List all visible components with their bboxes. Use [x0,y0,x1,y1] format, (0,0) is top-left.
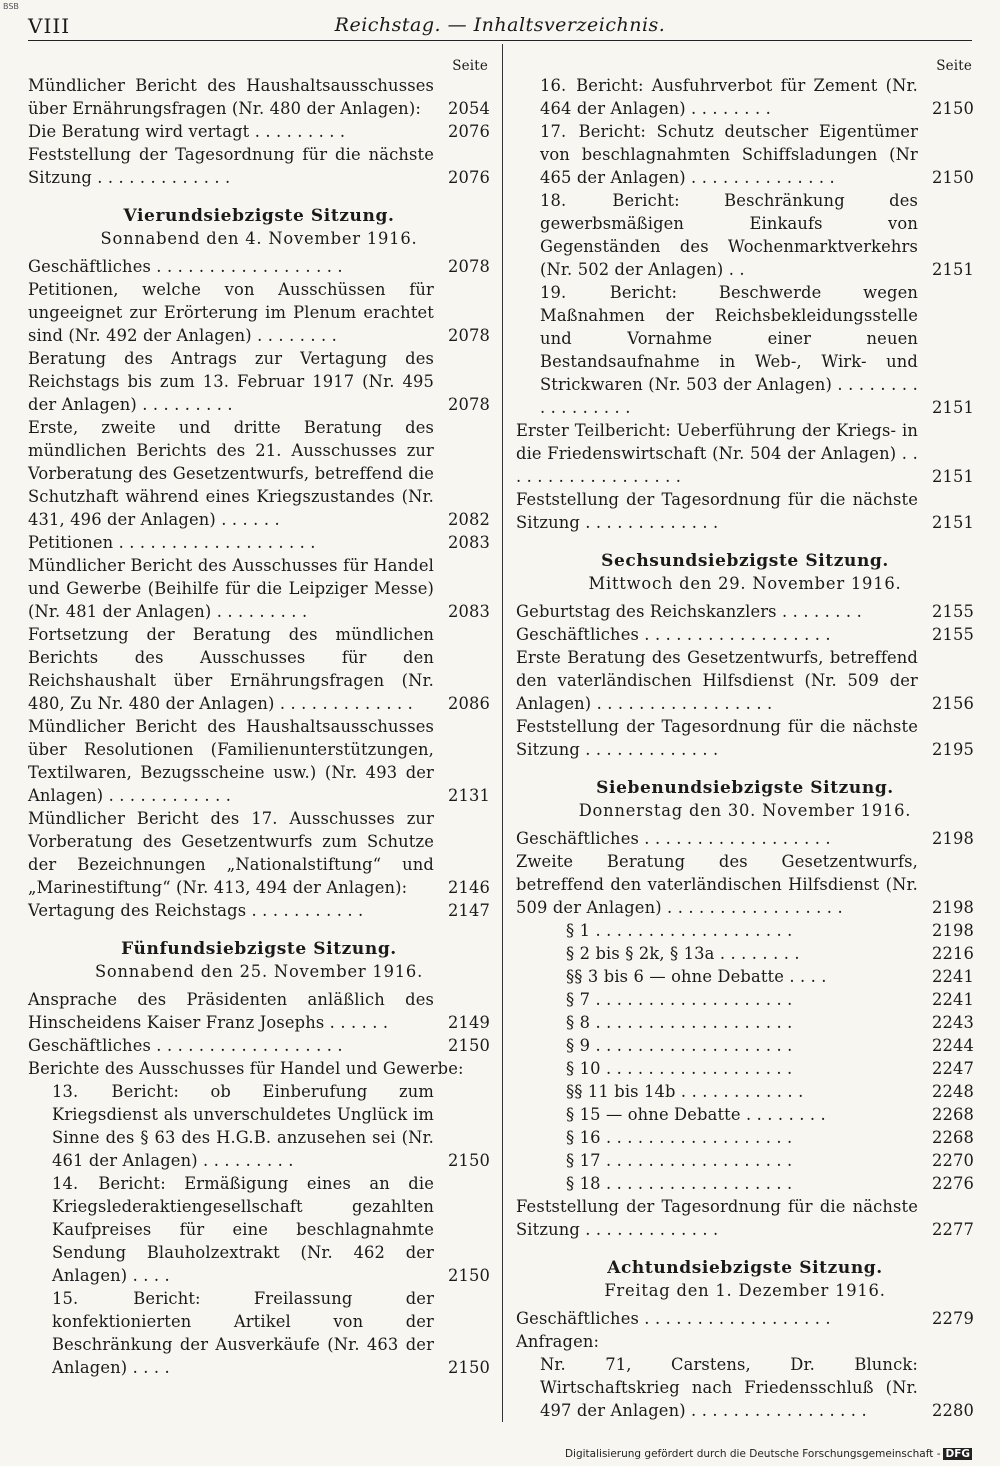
toc-entry [516,1330,974,1353]
paragraph-entry [516,919,974,942]
toc-entry-text: Petitionen . . . . . . . . . . . . . . . . . . . [28,533,316,552]
toc-entry [516,600,974,623]
toc-entry [28,988,490,1034]
paragraph-entry [516,1057,974,1080]
toc-entry-text: Bericht: ob Einberufung zum Kriegsdienst als unverschuldetes Unglück im Sinne des § 63 des H.G.B. anzusehen sei (Nr. 461 der Anlagen) . . . . . . . . . [52,1082,434,1170]
toc-entry-page: 2155 [931,602,974,621]
toc-entry-text: Feststellung der Tagesordnung für die nächste Sitzung . . . . . . . . . . . . . [28,145,434,187]
toc-entry-text: Geschäftliches . . . . . . . . . . . . . . . . . . [28,257,343,276]
running-head: Reichstag. — Inhaltsverzeichnis. [334,14,666,36]
toc-entry [516,419,974,488]
paragraph-entry [516,1149,974,1172]
toc-entry-page: 2248 [931,1082,974,1101]
toc-entry-page: 2149 [447,1013,490,1032]
toc-entry-text: Bericht: Ausfuhrverbot für Zement (Nr. 464 der Anlagen) . . . . . . . . [540,76,919,118]
toc-entry-page: 2216 [931,944,974,963]
toc-entry [28,347,490,416]
toc-entry-text: Geschäftliches . . . . . . . . . . . . . . . . . . [516,1309,831,1328]
report-number: 17. [540,122,567,141]
toc-entry [28,143,490,189]
footer-credit [565,1448,972,1460]
paragraph-entry [516,1011,974,1034]
toc-entry-text: § 9 . . . . . . . . . . . . . . . . . . . [566,1036,793,1055]
toc-entry-text: Beratung des Antrags zur Vertagung des Reichstags bis zum 13. Februar 1917 (Nr. 495 der Anlagen) . . . . . . . . . [28,349,434,414]
toc-entry-page: 2247 [931,1059,974,1078]
report-number: 14. [52,1174,79,1193]
seite-label: Seite [936,58,972,74]
toc-entry-page: 2078 [447,395,490,414]
left-column [28,58,490,1428]
toc-entry [516,488,974,534]
session-date: Sonnabend den 25. November 1916. [94,962,424,981]
toc-entry-text: Geschäftliches . . . . . . . . . . . . . . . . . . [516,829,831,848]
report-entry [516,74,974,120]
toc-entry-text: Bericht: Freilassung der konfektionierten Artikel von der Beschränkung der Ausverkäufe (Nr. 463 der Anlagen) . . . . [52,1289,434,1377]
toc-entry-text: Bericht: Schutz deutscher Eigentümer von beschlagnahmten Schiffsladungen (Nr 465 der Anlagen) . . . . . . . . . . . . . . [540,122,919,187]
toc-entry-page: 2279 [931,1309,974,1328]
toc-entry [28,74,490,120]
toc-entry-page: 2276 [931,1174,974,1193]
toc-entry-page: 2198 [931,829,974,848]
session-date: Sonnabend den 4. November 1916. [100,229,418,248]
report-entry [28,1172,490,1287]
toc-entry-page: 2156 [931,694,974,713]
toc-entry [516,623,974,646]
toc-entry-text: Bericht: Beschwerde wegen Maßnahmen der Reichsbekleidungsstelle und Vornahme einer neuen Bestandsaufnahme in Web-, Wirk- und Strickwaren (Nr. 503 der Anlagen) . . . . . . . . . . . . . . . . . [540,283,918,417]
toc-entry-page: 2244 [931,1036,974,1055]
toc-entry [28,1034,490,1057]
toc-entry-text: Vertagung des Reichstags . . . . . . . . . . . [28,901,364,920]
toc-entry-text: Feststellung der Tagesordnung für die nächste Sitzung . . . . . . . . . . . . . [516,717,918,759]
toc-entry-text: § 2 bis § 2k, § 13a . . . . . . . . [566,944,800,963]
report-entry [516,120,974,189]
toc-entry-page: 2131 [447,786,490,805]
report-entry [28,1287,490,1379]
report-number: 16. [540,76,567,95]
toc-entry-page: 2083 [447,533,490,552]
toc-entry-text: Mündlicher Bericht des 17. Ausschusses zur Vorberatung des Gesetzentwurfs zum Schutze der Bezeichnungen „Nationalstiftung“ und „Marinestiftung“ (Nr. 413, 494 der Anlagen): [28,809,434,897]
paragraph-entry [516,942,974,965]
toc-entry-text: Mündlicher Bericht des Haushaltsausschusses über Ernährungsfragen (Nr. 480 der Anlagen): [28,76,434,118]
paragraph-entry [516,1172,974,1195]
column-divider [502,44,503,1422]
toc-entry-page: 2150 [447,1358,490,1377]
page-number: VIII [28,14,71,38]
toc-entry [28,807,490,899]
footer-text: Digitalisierung gefördert durch die Deutsche Forschungsgemeinschaft - [564,1448,941,1460]
toc-entry-page: 2241 [931,967,974,986]
dfg-logo: DFG [945,1448,970,1460]
toc-entry-page: 2268 [931,1128,974,1147]
toc-entry [28,278,490,347]
toc-entry-text: Feststellung der Tagesordnung für die nächste Sitzung . . . . . . . . . . . . . [516,1197,918,1239]
toc-entry [28,416,490,531]
paragraph-entry [516,1034,974,1057]
report-number: 13. [52,1082,79,1101]
toc-entry-page: 2243 [931,1013,974,1032]
toc-entry [28,120,490,143]
toc-entry-text: § 7 . . . . . . . . . . . . . . . . . . . [566,990,793,1009]
report-number: 15. [52,1289,79,1308]
paragraph-entry [516,965,974,988]
session-title: Siebenundsiebzigste Sitzung. [596,778,894,798]
session-date: Mittwoch den 29. November 1916. [588,574,902,593]
toc-entry-text: Geschäftliches . . . . . . . . . . . . . . . . . . [516,625,831,644]
toc-entry-text: § 10 . . . . . . . . . . . . . . . . . . [566,1059,793,1078]
toc-entry-page: 2082 [447,510,490,529]
toc-entry-page: 2078 [447,257,490,276]
toc-entry-text: Feststellung der Tagesordnung für die nächste Sitzung . . . . . . . . . . . . . [516,490,918,532]
toc-entry-page: 2150 [931,168,974,187]
paragraph-entry [516,988,974,1011]
toc-entry-page: 2195 [931,740,974,759]
report-number: 19. [540,283,567,302]
toc-entry-text: Geschäftliches . . . . . . . . . . . . . . . . . . [28,1036,343,1055]
session-date: Donnerstag den 30. November 1916. [578,801,912,820]
paragraph-entry [516,1103,974,1126]
toc-entry-page: 2146 [447,878,490,897]
toc-entry [28,715,490,807]
toc-entry [516,1307,974,1330]
toc-entry-page: 2198 [931,898,974,917]
report-entry [28,1080,490,1172]
page-header [28,12,972,41]
right-column [516,58,974,1428]
toc-entry-text: Nr. 71, Carstens, Dr. Blunck: Wirtschaftskrieg nach Friedensschluß (Nr. 497 der Anlagen) . . . . . . . . . . . . . . . . . [540,1355,918,1420]
toc-entry-text: Anfragen: [516,1332,600,1351]
report-entry [516,281,974,419]
session-title: Sechsundsiebzigste Sitzung. [601,551,889,571]
toc-entry-text: § 8 . . . . . . . . . . . . . . . . . . . [566,1013,793,1032]
report-number: 18. [540,191,567,210]
toc-entry-text: §§ 3 bis 6 — ohne Debatte . . . . [566,967,827,986]
toc-entry-page: 2083 [447,602,490,621]
session-date: Freitag den 1. Dezember 1916. [604,1281,886,1300]
toc-entry-text: Die Beratung wird vertagt . . . . . . . . . [28,122,346,141]
toc-entry-page: 2280 [931,1401,974,1420]
session-title: Vierundsiebzigste Sitzung. [123,206,395,226]
toc-entry [516,850,974,919]
toc-entry [516,827,974,850]
toc-entry-text: § 1 . . . . . . . . . . . . . . . . . . . [566,921,793,940]
toc-entry-page: 2151 [931,398,974,417]
library-mark: BSB [3,2,19,11]
toc-entry-text: § 15 — ohne Debatte . . . . . . . . [566,1105,826,1124]
toc-entry-text: Zweite Beratung des Gesetzentwurfs, betreffend den vaterländischen Hilfsdienst (Nr. 509 der Anlagen) . . . . . . . . . . . . . . . . . [516,852,918,917]
toc-entry-text: Ansprache des Präsidenten anläßlich des Hinscheidens Kaiser Franz Josephs . . . . . . [28,990,434,1032]
session-title: Achtundsiebzigste Sitzung. [607,1258,883,1278]
toc-entry-page: 2078 [447,326,490,345]
toc-entry [28,623,490,715]
toc-entry-page: 2270 [931,1151,974,1170]
toc-entry-page: 2150 [447,1036,490,1055]
toc-entry-page: 2150 [447,1266,490,1285]
toc-entry-text: Erster Teilbericht: Ueberführung der Kriegs- in die Friedenswirtschaft (Nr. 504 der Anlagen) . . . . . . . . . . . . . . . . . . [516,421,918,486]
toc-entry-page: 2151 [931,260,974,279]
toc-entry [28,1057,490,1080]
toc-entry-page: 2147 [447,901,490,920]
toc-entry [516,1195,974,1241]
report-entry [516,189,974,281]
toc-entry-page: 2151 [931,467,974,486]
toc-entry [28,554,490,623]
toc-entry-text: Petitionen, welche von Ausschüssen für ungeeignet zur Erörterung im Plenum erachtet sind (Nr. 492 der Anlagen) . . . . . . . . [28,280,434,345]
toc-entry-page: 2277 [931,1220,974,1239]
seite-label: Seite [452,58,488,74]
toc-entry-text: § 16 . . . . . . . . . . . . . . . . . . [566,1128,793,1147]
toc-entry-text: § 18 . . . . . . . . . . . . . . . . . . [566,1174,793,1193]
toc-entry [516,646,974,715]
toc-entry-page: 2150 [931,99,974,118]
toc-entry [516,715,974,761]
toc-entry [28,255,490,278]
session-title: Fünfundsiebzigste Sitzung. [121,939,397,959]
toc-entry-page: 2198 [931,921,974,940]
paragraph-entry [516,1126,974,1149]
toc-entry-text: Geburtstag des Reichskanzlers . . . . . . . . [516,602,862,621]
toc-entry-page: 2268 [931,1105,974,1124]
toc-entry-text: § 17 . . . . . . . . . . . . . . . . . . [566,1151,793,1170]
toc-entry-page: 2086 [447,694,490,713]
toc-entry [28,899,490,922]
toc-entry-page: 2054 [447,99,490,118]
toc-entry [28,531,490,554]
toc-entry-text: Mündlicher Bericht des Haushaltsausschusses über Resolutionen (Familienunterstützungen, Textilwaren, Bezugsscheine usw.) (Nr. 493 der Anlagen) . . . . . . . . . . . . [28,717,434,805]
toc-entry-text: Fortsetzung der Beratung des mündlichen Berichts des Ausschusses für den Reichshaushalt über Ernährungsfragen (Nr. 480, Zu Nr. 480 der Anlagen) . . . . . . . . . . . . . [28,625,434,713]
toc-entry-page: 2241 [931,990,974,1009]
toc-entry-page: 2155 [931,625,974,644]
toc-entry-text: Erste Beratung des Gesetzentwurfs, betreffend den vaterländischen Hilfsdienst (Nr. 509 der Anlagen) . . . . . . . . . . . . . . . . . [516,648,918,713]
toc-entry-text: Mündlicher Bericht des Ausschusses für Handel und Gewerbe (Beihilfe für die Leipziger Messe) (Nr. 481 der Anlagen) . . . . . . . . . [28,556,434,621]
paragraph-entry [516,1080,974,1103]
toc-entry-page: 2151 [931,513,974,532]
toc-entry-page: 2076 [447,168,490,187]
toc-entry-text: Bericht: Beschränkung des gewerbsmäßigen Einkaufs von Gegenständen des Wochenmarktverkehrs (Nr. 502 der Anlagen) . . [540,191,918,279]
toc-entry-text: Berichte des Ausschusses für Handel und Gewerbe: [28,1059,464,1078]
toc-entry-text: Erste, zweite und dritte Beratung des mündlichen Berichts des 21. Ausschusses zur Vorberatung des Gesetzentwurfs, betreffend die Schutzhaft während eines Kriegszustandes (Nr. 431, 496 der Anlagen) . . . . . . [28,418,434,529]
toc-entry-page: 2076 [447,122,490,141]
toc-entry-text: Bericht: Ermäßigung eines an die Kriegslederaktiengesellschaft gezahlten Kaufpreises für eine beschlagnahmte Sendung Blauholzextrakt (Nr. 462 der Anlagen) . . . . [52,1174,434,1285]
toc-entry-page: 2150 [447,1151,490,1170]
inquiry-entry [516,1353,974,1422]
toc-entry-text: §§ 11 bis 14b . . . . . . . . . . . . [566,1082,804,1101]
